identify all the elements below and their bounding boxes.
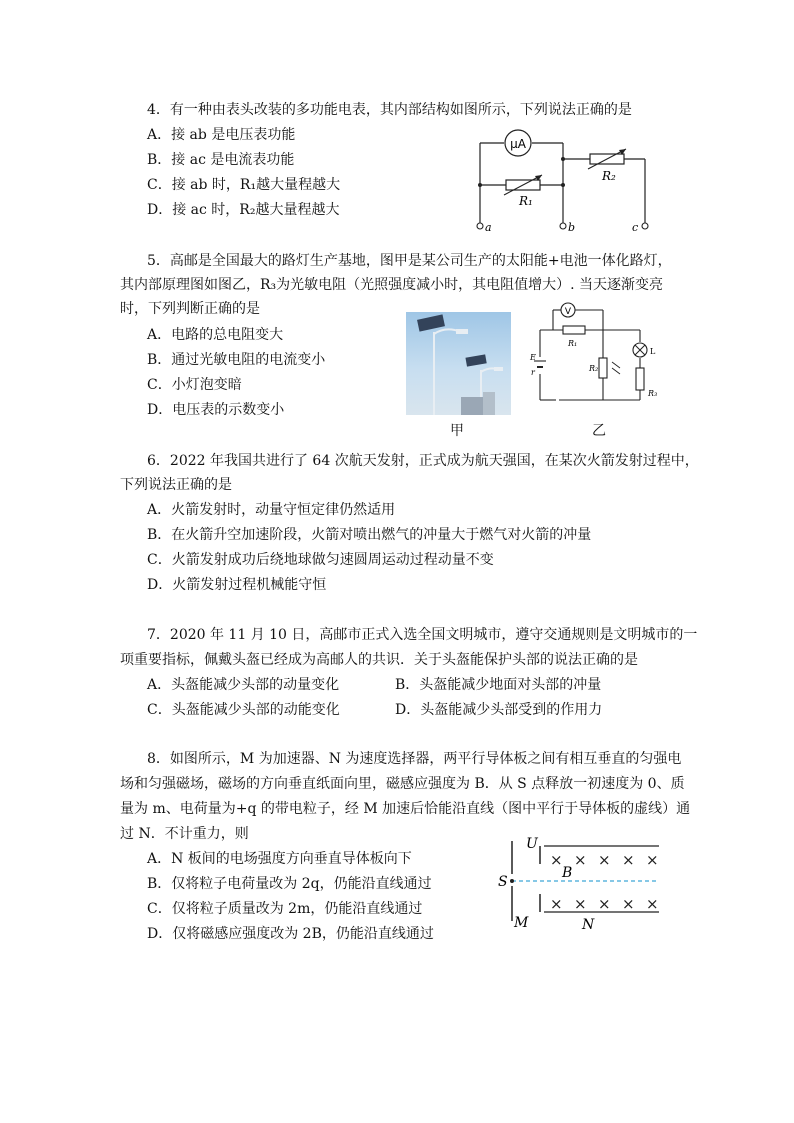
q5-option-b: B．通过光敏电阻的电流变小 xyxy=(147,352,326,368)
q8-velocity-selector-diagram xyxy=(494,836,666,931)
q7-option-c: C．头盔能减少头部的动能变化 xyxy=(147,702,340,718)
voltmeter-label: V xyxy=(564,307,572,317)
figure-a-caption: 甲 xyxy=(450,423,464,439)
terminal-c xyxy=(642,223,648,229)
field-cross-mark: × xyxy=(574,851,587,869)
street-lamp-photo xyxy=(406,312,511,415)
q5-stem-line3: 时，下列判断正确的是 xyxy=(120,301,260,317)
q6-stem-line1: 6．2022 年我国共进行了 64 次航天发射，正式成为航天强国，在某次火箭发射过程中， xyxy=(147,453,699,469)
selector-n-label: N xyxy=(582,917,595,933)
lamp-label: L xyxy=(650,347,656,356)
field-cross-mark: × xyxy=(598,851,611,869)
q7-option-b: B．头盔能减少地面对头部的冲量 xyxy=(395,677,602,693)
q4-stem: 4．有一种由表头改装的多功能电表，其内部结构如图所示，下列说法正确的是 xyxy=(147,102,632,118)
q6-option-c: C．火箭发射成功后绕地球做匀速圆周运动过程动量不变 xyxy=(147,552,494,568)
field-cross-mark: × xyxy=(550,851,563,869)
q8-option-a: A．N 板间的电场强度方向垂直导体板向下 xyxy=(147,851,412,867)
q7-option-d: D．头盔能减少头部受到的作用力 xyxy=(395,702,603,718)
q4-circuit-diagram xyxy=(470,125,660,240)
r2-resistor xyxy=(599,358,607,378)
q5-option-a: A．电路的总电阻变大 xyxy=(147,327,284,343)
r3-photoresistor xyxy=(636,368,644,390)
q5-option-c: C．小灯泡变暗 xyxy=(147,377,242,393)
q8-stem-line2: 场和匀强磁场，磁场的方向垂直纸面向里，磁感应强度为 B．从 S 点释放一初速度为 0、质 xyxy=(120,776,685,792)
terminal-b xyxy=(560,223,566,229)
q6-stem-line2: 下列说法正确的是 xyxy=(120,477,232,493)
r2-label: R₂ xyxy=(589,364,599,373)
field-cross-mark: × xyxy=(598,895,611,913)
terminal-c-label: c xyxy=(632,221,639,234)
field-cross-mark: × xyxy=(550,895,563,913)
meter-label: μA xyxy=(510,137,526,151)
q8-stem-line4: 过 N．不计重力，则 xyxy=(120,826,249,842)
internal-resistance-label: r xyxy=(531,368,535,377)
q6-option-b: B．在火箭升空加速阶段，火箭对喷出燃气的冲量大于燃气对火箭的冲量 xyxy=(147,527,592,543)
field-cross-mark: × xyxy=(622,895,635,913)
magnetic-field-label: B xyxy=(562,865,573,881)
q5-stem-line2: 其内部原理图如图乙，R₃为光敏电阻（光照强度减小时，其电阻值增大）. 当天逐渐变亮 xyxy=(120,277,664,293)
field-cross-mark: × xyxy=(574,895,587,913)
field-cross-mark: × xyxy=(622,851,635,869)
r2-label: R₂ xyxy=(602,169,616,183)
q8-option-d: D．仅将磁感应强度改为 2B，仍能沿直线通过 xyxy=(147,926,434,942)
q7-option-a: A．头盔能减少头部的动量变化 xyxy=(147,677,340,693)
q8-option-c: C．仅将粒子质量改为 2m，仍能沿直线通过 xyxy=(147,901,423,917)
q4-option-a: A．接 ab 是电压表功能 xyxy=(147,127,296,143)
q4-option-d: D．接 ac 时，R₂越大量程越大 xyxy=(147,202,340,218)
accelerator-m-label: M xyxy=(514,915,529,931)
point-s-label: S xyxy=(498,874,508,890)
q7-stem-line1: 7．2020 年 11 月 10 日，高邮市正式入选全国文明城市，遵守交通规则是文明城市的一 xyxy=(147,627,698,643)
q4-option-c: C．接 ab 时，R₁越大量程越大 xyxy=(147,177,341,193)
r3-label: R₃ xyxy=(648,389,658,398)
q5-circuit-diagram xyxy=(528,300,668,405)
q6-option-d: D．火箭发射过程机械能守恒 xyxy=(147,577,327,593)
terminal-a-label: a xyxy=(485,221,492,234)
q6-option-a: A．火箭发射时，动量守恒定律仍然适用 xyxy=(147,502,396,518)
r1-label: R₁ xyxy=(568,339,578,348)
field-cross-mark: × xyxy=(646,895,659,913)
q8-stem-line3: 量为 m、电荷量为+q 的带电粒子，经 M 加速后恰能沿直线（图中平行于导体板的虚线）通 xyxy=(120,801,691,817)
q5-option-d: D．电压表的示数变小 xyxy=(147,402,285,418)
figure-b-caption: 乙 xyxy=(592,423,606,439)
r1-resistor xyxy=(563,326,585,334)
emf-label: E xyxy=(530,353,536,362)
q7-stem-line2: 项重要指标，佩戴头盔已经成为高邮人的共识．关于头盔能保护头部的说法正确的是 xyxy=(120,652,638,668)
voltage-label: U xyxy=(526,836,538,852)
terminal-a xyxy=(477,223,483,229)
q4-option-b: B．接 ac 是电流表功能 xyxy=(147,152,295,168)
field-cross-mark: × xyxy=(646,851,659,869)
q8-option-b: B．仅将粒子电荷量改为 2q，仍能沿直线通过 xyxy=(147,876,432,892)
r1-label: R₁ xyxy=(519,194,533,208)
q5-stem-line1: 5．高邮是全国最大的路灯生产基地，图甲是某公司生产的太阳能+电池一体化路灯， xyxy=(147,253,672,269)
terminal-b-label: b xyxy=(568,221,576,234)
q8-stem-line1: 8．如图所示，M 为加速器、N 为速度选择器，两平行导体板之间有相互垂直的匀强电 xyxy=(147,751,682,767)
